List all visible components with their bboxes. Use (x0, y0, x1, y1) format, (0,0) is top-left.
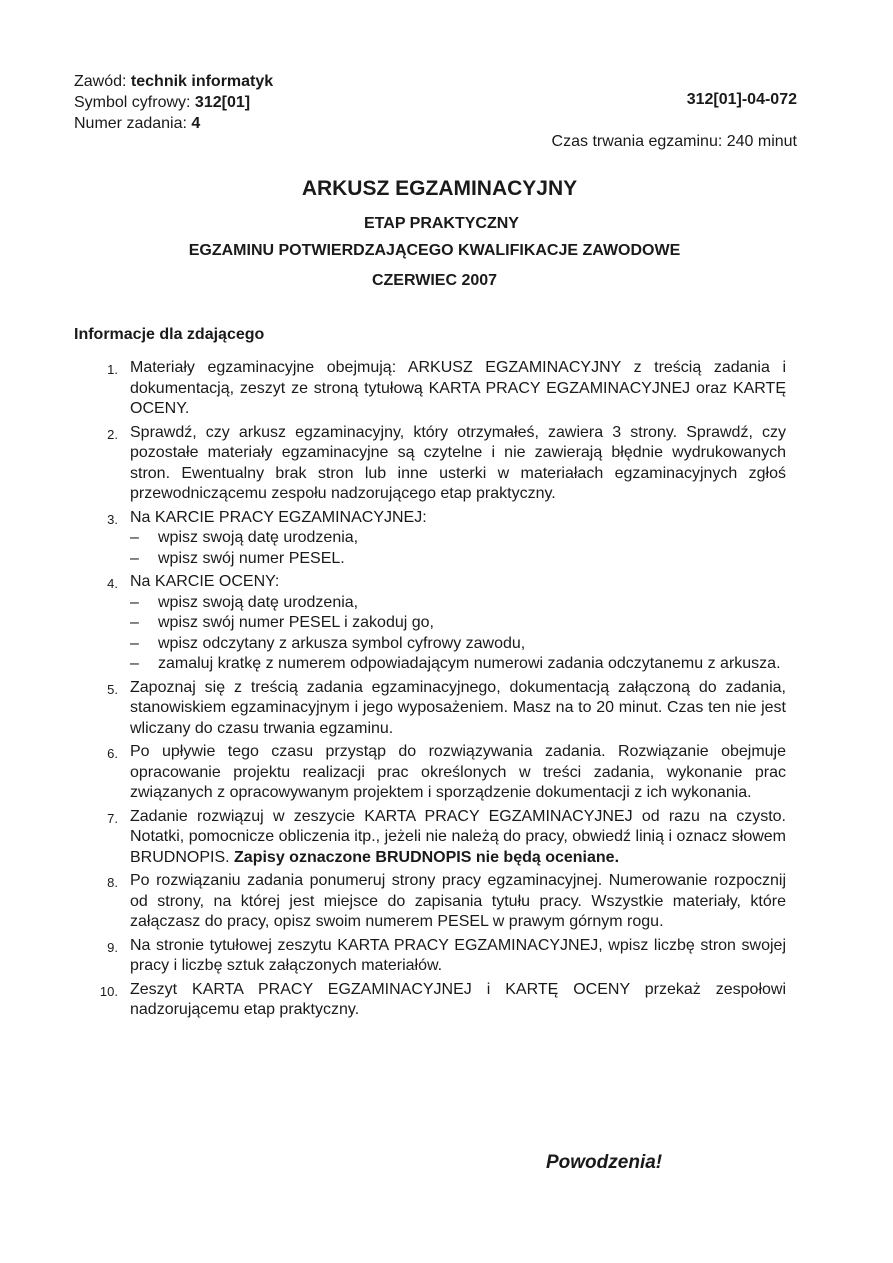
instruction-item (96, 807, 786, 869)
instruction-item (96, 423, 786, 505)
instruction-item (96, 742, 786, 804)
instruction-text-block (130, 508, 786, 529)
instruction-number: 4. (107, 576, 118, 591)
dash-bullet: – (130, 529, 139, 546)
instruction-text: Materiały egzaminacyjne obejmują: ARKUSZ EGZAMINACYJNY z treścią zadania i dokumentacją, zeszyt ze stroną tytułową KARTA PRACY EGZAMINACYJNEJ oraz KARTĘ OCENY. (130, 359, 786, 417)
instruction-text-block (130, 678, 786, 740)
instruction-item (96, 871, 786, 933)
instruction-subitem (130, 654, 786, 675)
instruction-item (96, 358, 786, 420)
instruction-subitem (130, 528, 786, 549)
symbol-line (74, 92, 273, 113)
instruction-text: Po upływie tego czasu przystąp do rozwiązywania zadania. Rozwiązanie obejmuje opracowanie projektu realizacji prac określonych w treści zadania, wykonanie prac związanych z opracowywanym projektem i sporządzenie dokumentacji z ich wykonania. (130, 743, 786, 801)
instruction-number: 7. (107, 810, 118, 826)
instruction-number: 8. (107, 875, 118, 890)
closing-text: Powodzenia! (546, 1152, 663, 1173)
instruction-text-block (130, 423, 786, 505)
instruction-item (96, 936, 786, 977)
instruction-number: 10. (99, 983, 118, 999)
subitem-text: wpisz odczytany z arkusza symbol cyfrowy zawodu, (158, 634, 526, 652)
exam-duration: Czas trwania egzaminu: 240 minut (551, 133, 797, 150)
instruction-text: Sprawdź, czy arkusz egzaminacyjny, który otrzymałeś, zawiera 3 strony. Sprawdź, czy pozostałe materiały egzaminacyjne są czytelne i nie zawierają błędnie wydrukowanych stron. Ewentualny brak stron lub inne usterki w materiałach egzaminacyjnych zgłoś przewodniczącemu zespołu nadzorującego etap praktyczny. (130, 423, 786, 502)
dash-bullet: – (130, 549, 139, 567)
instruction-subitem (130, 549, 786, 570)
instruction-subitem (130, 593, 786, 614)
dash-bullet: – (130, 634, 139, 652)
instruction-text-block (130, 358, 786, 420)
instruction-text: Zapoznaj się z treścią zadania egzaminacyjnego, dokumentacją załączoną do zadania, stanowiskiem egzaminacyjnym i jego wyposażeniem. Masz na to 20 minut. Czas ten nie jest wliczany do czasu trwania egzaminu. (130, 678, 786, 737)
info-heading: Informacje dla zdającego (74, 326, 265, 343)
zawod-value: technik informatyk (130, 73, 274, 90)
instruction-number: 1. (107, 362, 118, 377)
instruction-number: 9. (107, 939, 118, 955)
subitem-text: wpisz swój numer PESEL. (158, 549, 345, 567)
zawod-line (74, 71, 273, 92)
instruction-number: 2. (107, 426, 118, 442)
instruction-text: Po rozwiązaniu zadania ponumeruj strony pracy egzaminacyjnej. Numerowanie rozpocznij od strony, na której jest miejsce do zapisania tytułu pracy. Wszystkie materiały, które załączasz do pracy, opisz swoim numerem PESEL w prawym górnym rogu. (130, 872, 786, 930)
instruction-text-block (130, 871, 786, 933)
dash-bullet: – (130, 593, 139, 611)
instruction-text-block (130, 980, 786, 1021)
numer-label: Numer zadania: (74, 115, 187, 132)
instruction-subitem (130, 634, 786, 655)
instruction-number: 5. (107, 681, 118, 697)
exam-title: EGZAMINU POTWIERDZAJĄCEGO KWALIFIKACJE ZAWODOWE (188, 242, 681, 259)
zawod-label: Zawód: (74, 73, 127, 90)
main-title: ARKUSZ EGZAMINACYJNY (301, 177, 578, 200)
symbol-value: 312[01] (194, 94, 251, 111)
instructions-list (96, 358, 786, 1024)
instruction-number: 3. (107, 511, 118, 527)
subitem-text: wpisz swoją datę urodzenia, (158, 593, 359, 611)
instruction-text: Na KARCIE OCENY: (130, 573, 280, 590)
instruction-text-block (130, 742, 786, 804)
instruction-item (96, 678, 786, 740)
instruction-text-block (130, 572, 786, 593)
numer-value: 4 (191, 115, 201, 132)
instruction-text-block (130, 807, 786, 869)
exam-code: 312[01]-04-072 (686, 91, 797, 108)
numer-line (74, 113, 273, 134)
instruction-item (96, 508, 786, 570)
instruction-text: Na KARCIE PRACY EGZAMINACYJNEJ: (130, 508, 427, 526)
symbol-label: Symbol cyfrowy: (74, 94, 191, 111)
date-title: CZERWIEC 2007 (371, 272, 498, 289)
instruction-text: Zadanie rozwiązuj w zeszycie KARTA PRACY EGZAMINACYJNEJ od razu na czysto. Notatki, pomocnicze obliczenia itp., jeżeli nie należą do pracy, obwiedź linią i oznacz słowem BRUDNOPIS. (130, 807, 786, 866)
dash-bullet: – (130, 614, 139, 631)
instruction-subitem (130, 613, 786, 634)
instruction-number: 6. (107, 746, 118, 761)
dash-bullet: – (130, 655, 139, 672)
instruction-bold-text: Zapisy oznaczone BRUDNOPIS nie będą oceniane. (234, 848, 620, 866)
subitem-text: wpisz swoją datę urodzenia, (158, 529, 359, 546)
exam-meta (74, 71, 273, 134)
instruction-text: Zeszyt KARTA PRACY EGZAMINACYJNEJ i KARTĘ OCENY przekaż zespołowi nadzorującemu etap praktyczny. (130, 980, 786, 1018)
instruction-item (96, 572, 786, 675)
instruction-item (96, 980, 786, 1021)
instruction-text-block (130, 936, 786, 977)
stage-title: ETAP PRAKTYCZNY (364, 215, 519, 232)
subitem-text: zamaluj kratkę z numerem odpowiadającym numerowi zadania odczytanemu z arkusza. (158, 655, 781, 672)
subitem-text: wpisz swój numer PESEL i zakoduj go, (158, 614, 434, 631)
instruction-text: Na stronie tytułowej zeszytu KARTA PRACY EGZAMINACYJNEJ, wpisz liczbę stron swojej pracy i liczbę sztuk załączonych materiałów. (130, 936, 786, 974)
